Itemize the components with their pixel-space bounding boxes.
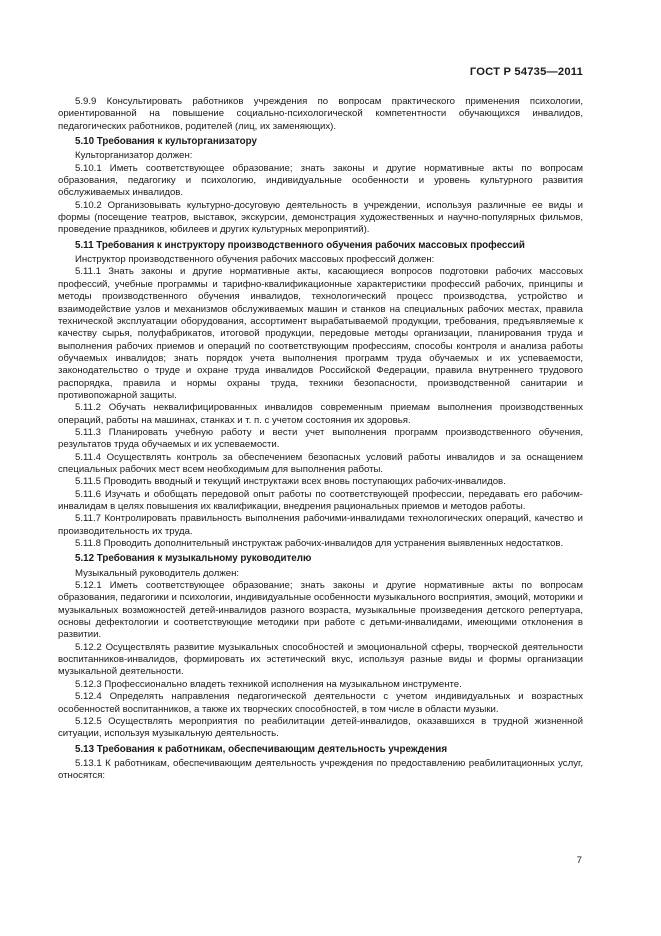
- paragraph: 5.12.1 Иметь соответствующее образование; знать законы и другие нормативные акты по вопросам образования, педагогики и психологии, индивидуальные особенности музыкального восприятия, эмоций, моторики и музыкальных возможностей детей-инвалидов разного возраста, музыкальные произведения детского репертуара, основы дефектологии и соответствующие методики при работе с детьми-инвалидами, имеющими отклонения в развитии.: [58, 580, 583, 641]
- paragraph: 5.11.7 Контролировать правильность выполнения рабочими-инвалидами технологических операций, качество и производительность их труда.: [58, 513, 583, 537]
- paragraph: 5.11.3 Планировать учебную работу и вести учет выполнения программ производственного обучения, результатов труда обучаемых и их успеваемости.: [58, 426, 583, 451]
- paragraph: 5.12.5 Осуществлять мероприятия по реабилитации детей-инвалидов, оказавшихся в трудной жизненной ситуации, используя музыкальную деятельность.: [58, 715, 583, 740]
- paragraph: 5.11.8 Проводить дополнительный инструктаж рабочих-инвалидов для устранения выявленных недостатков.: [75, 538, 564, 550]
- section-heading: 5.11 Требования к инструктору производственного обучения рабочих массовых профессий: [75, 239, 525, 251]
- document-code-header: ГОСТ Р 54735—2011: [469, 66, 583, 78]
- paragraph: 5.10.2 Организовывать культурно-досуговую деятельность в учреждении, используя различные ее виды и формы (посещение театров, выставок, экскурсии, демонстрация художественных и научно-популярных фильмов, проведение праздников, юбилеев и других культурных мероприятий).: [58, 199, 583, 236]
- paragraph: Музыкальный руководитель должен:: [75, 567, 240, 579]
- paragraph: 5.12.4 Определять направления педагогической деятельности с учетом индивидуальных и возрастных особенностей воспитанников, а также их творческих способностей, в том числе в области музыки.: [58, 691, 583, 715]
- document-body: [58, 96, 583, 783]
- section-heading: 5.12 Требования к музыкальному руководителю: [75, 553, 312, 565]
- section-heading: 5.13 Требования к работникам, обеспечивающим деятельность учреждения: [75, 743, 448, 755]
- page-number: 7: [576, 855, 582, 866]
- paragraph: 5.12.2 Осуществлять развитие музыкальных способностей и эмоциональной сферы, творческой деятельности воспитанников-инвалидов, формировать их эстетический вкус, используя разные виды и формы организации музыкальной деятельности.: [58, 641, 583, 678]
- paragraph: 5.11.6 Изучать и обобщать передовой опыт работы по соответствующей профессии, передавать его рабочим-инвалидам в целях повышения их квалификации, внедрения рациональных приемов и методов работы.: [58, 488, 583, 512]
- paragraph: 5.12.3 Профессионально владеть техникой исполнения на музыкальном инструменте.: [75, 678, 462, 690]
- paragraph: 5.13.1 К работникам, обеспечивающим деятельность учреждения по предоставлению реабилитационных услуг, относятся:: [58, 757, 583, 782]
- section-heading: 5.10 Требования к культорганизатору: [75, 136, 257, 148]
- paragraph: Культорганизатор должен:: [75, 150, 193, 162]
- paragraph: 5.11.4 Осуществлять контроль за обеспечением безопасных условий работы инвалидов и за оснащением специальных рабочих мест всем необходимым для выполнения работы.: [58, 451, 583, 475]
- paragraph: 5.9.9 Консультировать работников учреждения по вопросам практического применения психологии, ориентированной на повышение социально-психологической компетентности обучающихся инвалидов, педагогических работников, родителей (лиц, их заменяющих).: [58, 96, 583, 132]
- paragraph: 5.10.1 Иметь соответствующее образование; знать законы и другие нормативные акты по вопросам образования, педагогику и психологию, индивидуальные особенности и уровень культурного развития обслуживаемых инвалидов.: [58, 162, 583, 199]
- paragraph: 5.11.2 Обучать неквалифицированных инвалидов современным приемам выполнения производственных операций, работы на машинах, станках и т. п. с учетом состояния их здоровья.: [58, 402, 583, 426]
- paragraph: Инструктор производственного обучения рабочих массовых профессий должен:: [75, 254, 435, 266]
- paragraph: 5.11.5 Проводить вводный и текущий инструктажи всех вновь поступающих рабочих-инвалидов.: [75, 476, 506, 488]
- paragraph: 5.11.1 Знать законы и другие нормативные акты, касающиеся вопросов подготовки рабочих массовых профессий, учебные программы и тарифно-квалификационные характеристики профессий рабочих, принципы и методы производственного обучения инвалидов, технологический процесс производства, устройство и взаимодействие узлов и механизмов обслуживаемых машин и станков на специальных рабочих местах, правила технической эксплуатации оборудования, ассортимент вырабатываемой продукции, требования, предъявляемые к качеству сырья, полуфабрикатов, итоговой продукции, передовые методы организации, планирования труда и выполнения рабочих приемов и операций по соответствующим профессиям, способы контроля и анализа работы обучаемых инвалидов; знать порядок учета выполнения программ труда обучаемых и их успеваемости, законодательство о труде и охране труда инвалидов Российской Федерации, правила внутреннего трудового распорядка, правила и нормы охраны труда, техники безопасности, производственной санитарии и противопожарной защиты.: [58, 266, 583, 401]
